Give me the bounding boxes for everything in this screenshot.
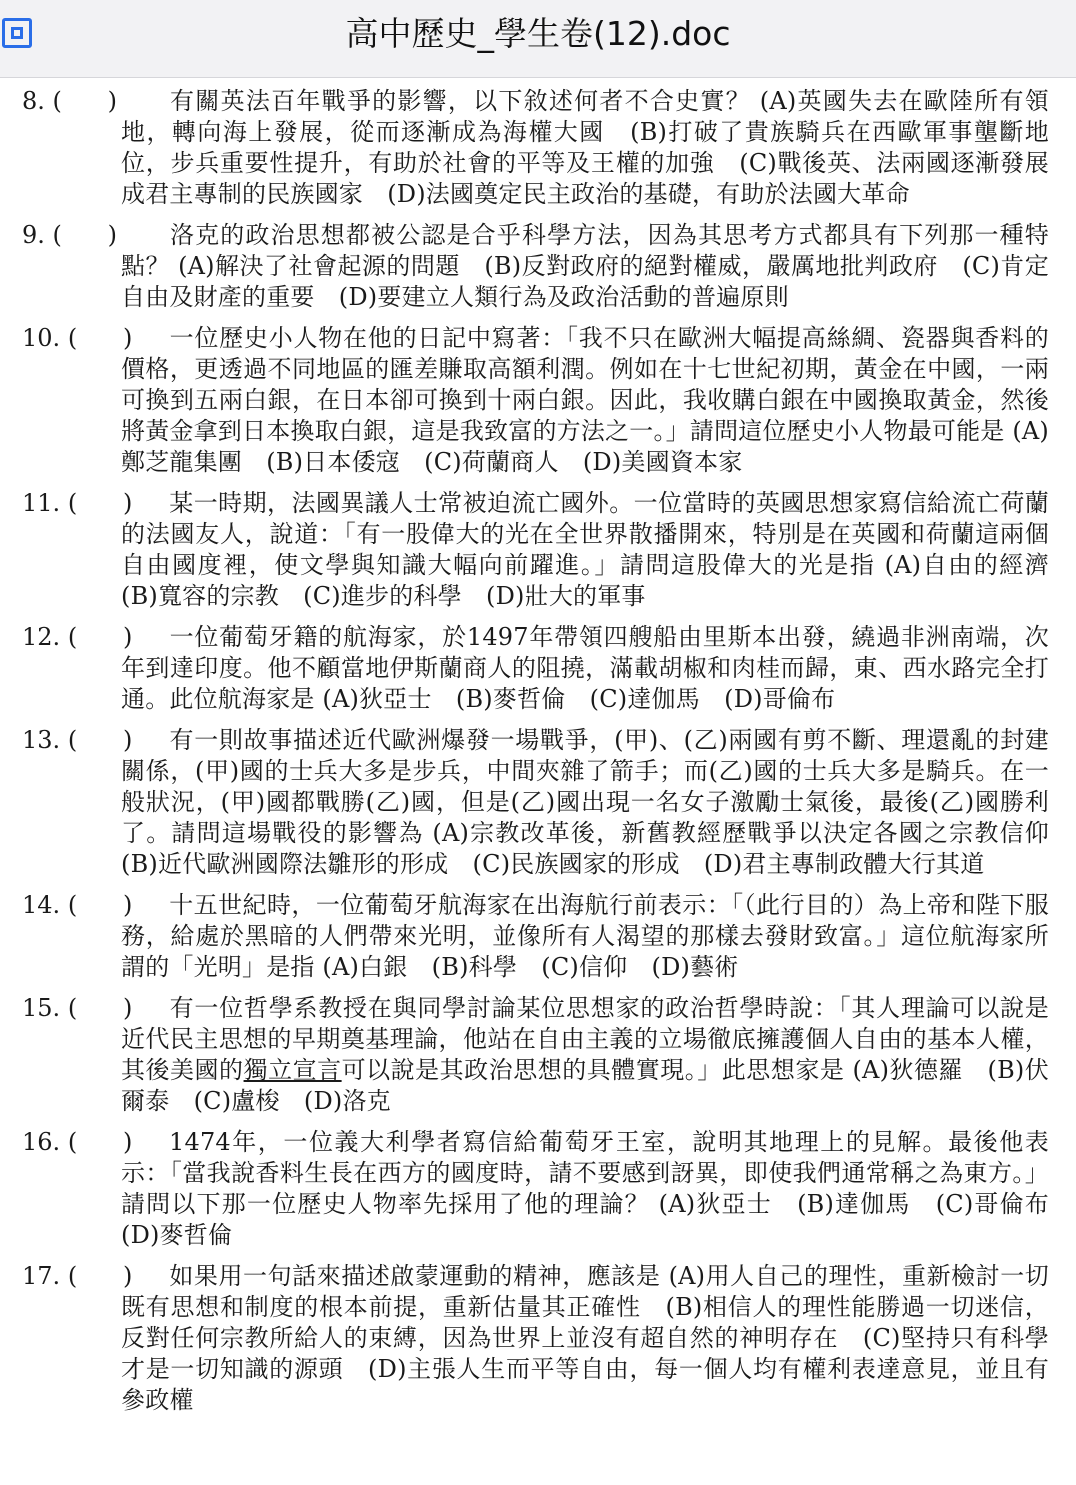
question-text-content: 某一時期，法國異議人士常被迫流亡國外。一位當時的英國思想家寫信給流亡荷蘭的法國友人，說道：「有一股偉大的光在全世界散播開來，特別是在英國和荷蘭這兩個自由國度裡，使文學與知識大幅向前躍進。」請問這股偉大的光是指 (A)自由的經濟 (B)寬容的宗教 (C)進步的科學 (D)壯大的軍事 [121, 489, 1074, 610]
question-number [22, 993, 132, 1024]
question-14 [0, 890, 1076, 983]
question-text [121, 488, 1074, 612]
question-number-label: 14. [22, 891, 61, 919]
question-text [121, 993, 1049, 1117]
question-text [121, 890, 1049, 983]
answer-blank: ( ) [52, 87, 118, 115]
answer-blank: ( ) [67, 489, 133, 517]
question-number [22, 725, 132, 756]
question-number [22, 1127, 132, 1158]
question-15 [0, 993, 1076, 1117]
question-number-label: 9. [22, 221, 45, 249]
question-text-content: 洛克的政治思想都被公認是合乎科學方法，因為其思考方式都具有下列那一種特點？ (A)解決了社會起源的問題 (B)反對政府的絕對權威，嚴厲地批判政府 (C)肯定自由及財產的重要 (D)要建立人類行為及政治活動的普遍原則 [121, 221, 1049, 311]
question-number [22, 488, 132, 519]
question-text-content: 一位歷史小人物在他的日記中寫著：「我不只在歐洲大幅提高絲綢、瓷器與香料的價格，更透過不同地區的匯差賺取高額利潤。例如在十七世紀初期，黃金在中國，一兩可換到五兩白銀，在日本卻可換到十兩白銀。因此，我收購白銀在中國換取黃金，然後將黃金拿到日本換取白銀，這是我致富的方法之一。」請問這位歷史小人物最可能是 (A)鄭芝龍集團 (B)日本倭寇 (C)荷蘭商人 (D)美國資本家 [121, 324, 1049, 476]
answer-blank: ( ) [67, 1262, 133, 1290]
question-text-content: 一位葡萄牙籍的航海家，於1497年帶領四艘船由里斯本出發，繞過非洲南端，次年到達印度。他不顧當地伊斯蘭商人的阻撓，滿載胡椒和肉桂而歸，東、西水路完全打通。此位航海家是 (A)狄亞士 (B)麥哲倫 (C)達伽馬 (D)哥倫布 [121, 623, 1049, 713]
answer-blank: ( ) [67, 623, 133, 651]
question-8 [0, 86, 1076, 210]
answer-blank: ( ) [67, 324, 133, 352]
document-content [0, 86, 1076, 1426]
question-10 [0, 323, 1076, 478]
question-number [22, 220, 117, 251]
question-text-content: 可以說是其政治思想的具體實現。」此思想家是 (A)狄德羅 (B)伏爾泰 (C)盧梭 (D)洛克 [121, 1056, 1049, 1115]
question-number [22, 622, 132, 653]
question-number-label: 8. [22, 87, 45, 115]
question-number-label: 13. [22, 726, 61, 754]
question-text-content: 有一位哲學系教授在與同學討論某位思想家的政治哲學時說：「其人理論可以說是近代民主思想的早期奠基理論，他站在自由主義的立場徹底擁護個人自由的基本人權，其後美國的 [121, 994, 1049, 1084]
question-13 [0, 725, 1076, 880]
question-text [121, 1127, 1074, 1251]
question-text [121, 86, 1049, 210]
question-text [121, 323, 1049, 478]
question-number [22, 86, 117, 117]
question-text [121, 622, 1049, 715]
document-title: 高中歷史_學生卷(12).doc [345, 14, 731, 53]
question-text [121, 220, 1049, 313]
question-text-content: 如果用一句話來描述啟蒙運動的精神，應該是 (A)用人自己的理性，重新檢討一切既有思想和制度的根本前提，重新估量其正確性 (B)相信人的理性能勝過一切迷信，反對任何宗教所給人的束縛，因為世界上並沒有超自然的神明存在 (C)堅持只有科學才是一切知識的源頭 (D)主張人生而平等自由，每一個人均有權利表達意見，並且有參政權 [121, 1262, 1049, 1414]
question-text [121, 1261, 1049, 1416]
question-number-label: 16. [22, 1128, 61, 1156]
question-text-content: 有一則故事描述近代歐洲爆發一場戰爭，(甲)、(乙)兩國有剪不斷、理還亂的封建關係，(甲)國的士兵大多是步兵，中間夾雜了箭手；而(乙)國的士兵大多是騎兵。在一般狀況，(甲)國都戰勝(乙)國，但是(乙)國出現一名女子激勵士氣後，最後(乙)國勝利了。請問這場戰役的影響為 (A)宗教改革後，新舊教經歷戰爭以決定各國之宗教信仰 (B)近代歐洲國際法雛形的形成 (C)民族國家的形成 (D)君主專制政體大行其道 [121, 726, 1074, 878]
answer-blank: ( ) [52, 221, 118, 249]
question-number-label: 12. [22, 623, 61, 651]
question-text-content: 有關英法百年戰爭的影響，以下敘述何者不合史實？ (A)英國失去在歐陸所有領地，轉向海上發展，從而逐漸成為海權大國 (B)打破了貴族騎兵在西歐軍事壟斷地位，步兵重要性提升，有助於社會的平等及王權的加強 (C)戰後英、法兩國逐漸發展成君主專制的民族國家 (D)法國奠定民主政治的基礎，有助於法國大革命 [121, 87, 1049, 208]
question-number [22, 890, 132, 921]
question-number-label: 10. [22, 324, 61, 352]
question-17 [0, 1261, 1076, 1416]
question-text [121, 725, 1074, 880]
question-11 [0, 488, 1076, 612]
question-number-label: 17. [22, 1262, 61, 1290]
underlined-term: 獨立宣言 [243, 1056, 342, 1084]
question-16 [0, 1127, 1076, 1251]
question-text-content: 十五世紀時，一位葡萄牙航海家在出海航行前表示：「（此行目的）為上帝和陛下服務，給處於黑暗的人們帶來光明，並像所有人渴望的那樣去發財致富。」這位航海家所謂的「光明」是指 (A)白銀 (B)科學 (C)信仰 (D)藝術 [121, 891, 1049, 981]
title-bar [0, 0, 1076, 78]
answer-blank: ( ) [67, 1128, 133, 1156]
answer-blank: ( ) [67, 726, 133, 754]
question-9 [0, 220, 1076, 313]
question-number [22, 1261, 132, 1292]
question-text-content: 1474年，一位義大利學者寫信給葡萄牙王室，說明其地理上的見解。最後他表示：「當我說香料生長在西方的國度時，請不要感到訝異，即使我們通常稱之為東方。」請問以下那一位歷史人物率先採用了他的理論？ (A)狄亞士 (B)達伽馬 (C)哥倫布 (D)麥哲倫 [121, 1128, 1074, 1249]
answer-blank: ( ) [67, 994, 133, 1022]
question-number [22, 323, 132, 354]
question-number-label: 11. [22, 489, 61, 517]
question-number-label: 15. [22, 994, 61, 1022]
question-12 [0, 622, 1076, 715]
answer-blank: ( ) [67, 891, 133, 919]
